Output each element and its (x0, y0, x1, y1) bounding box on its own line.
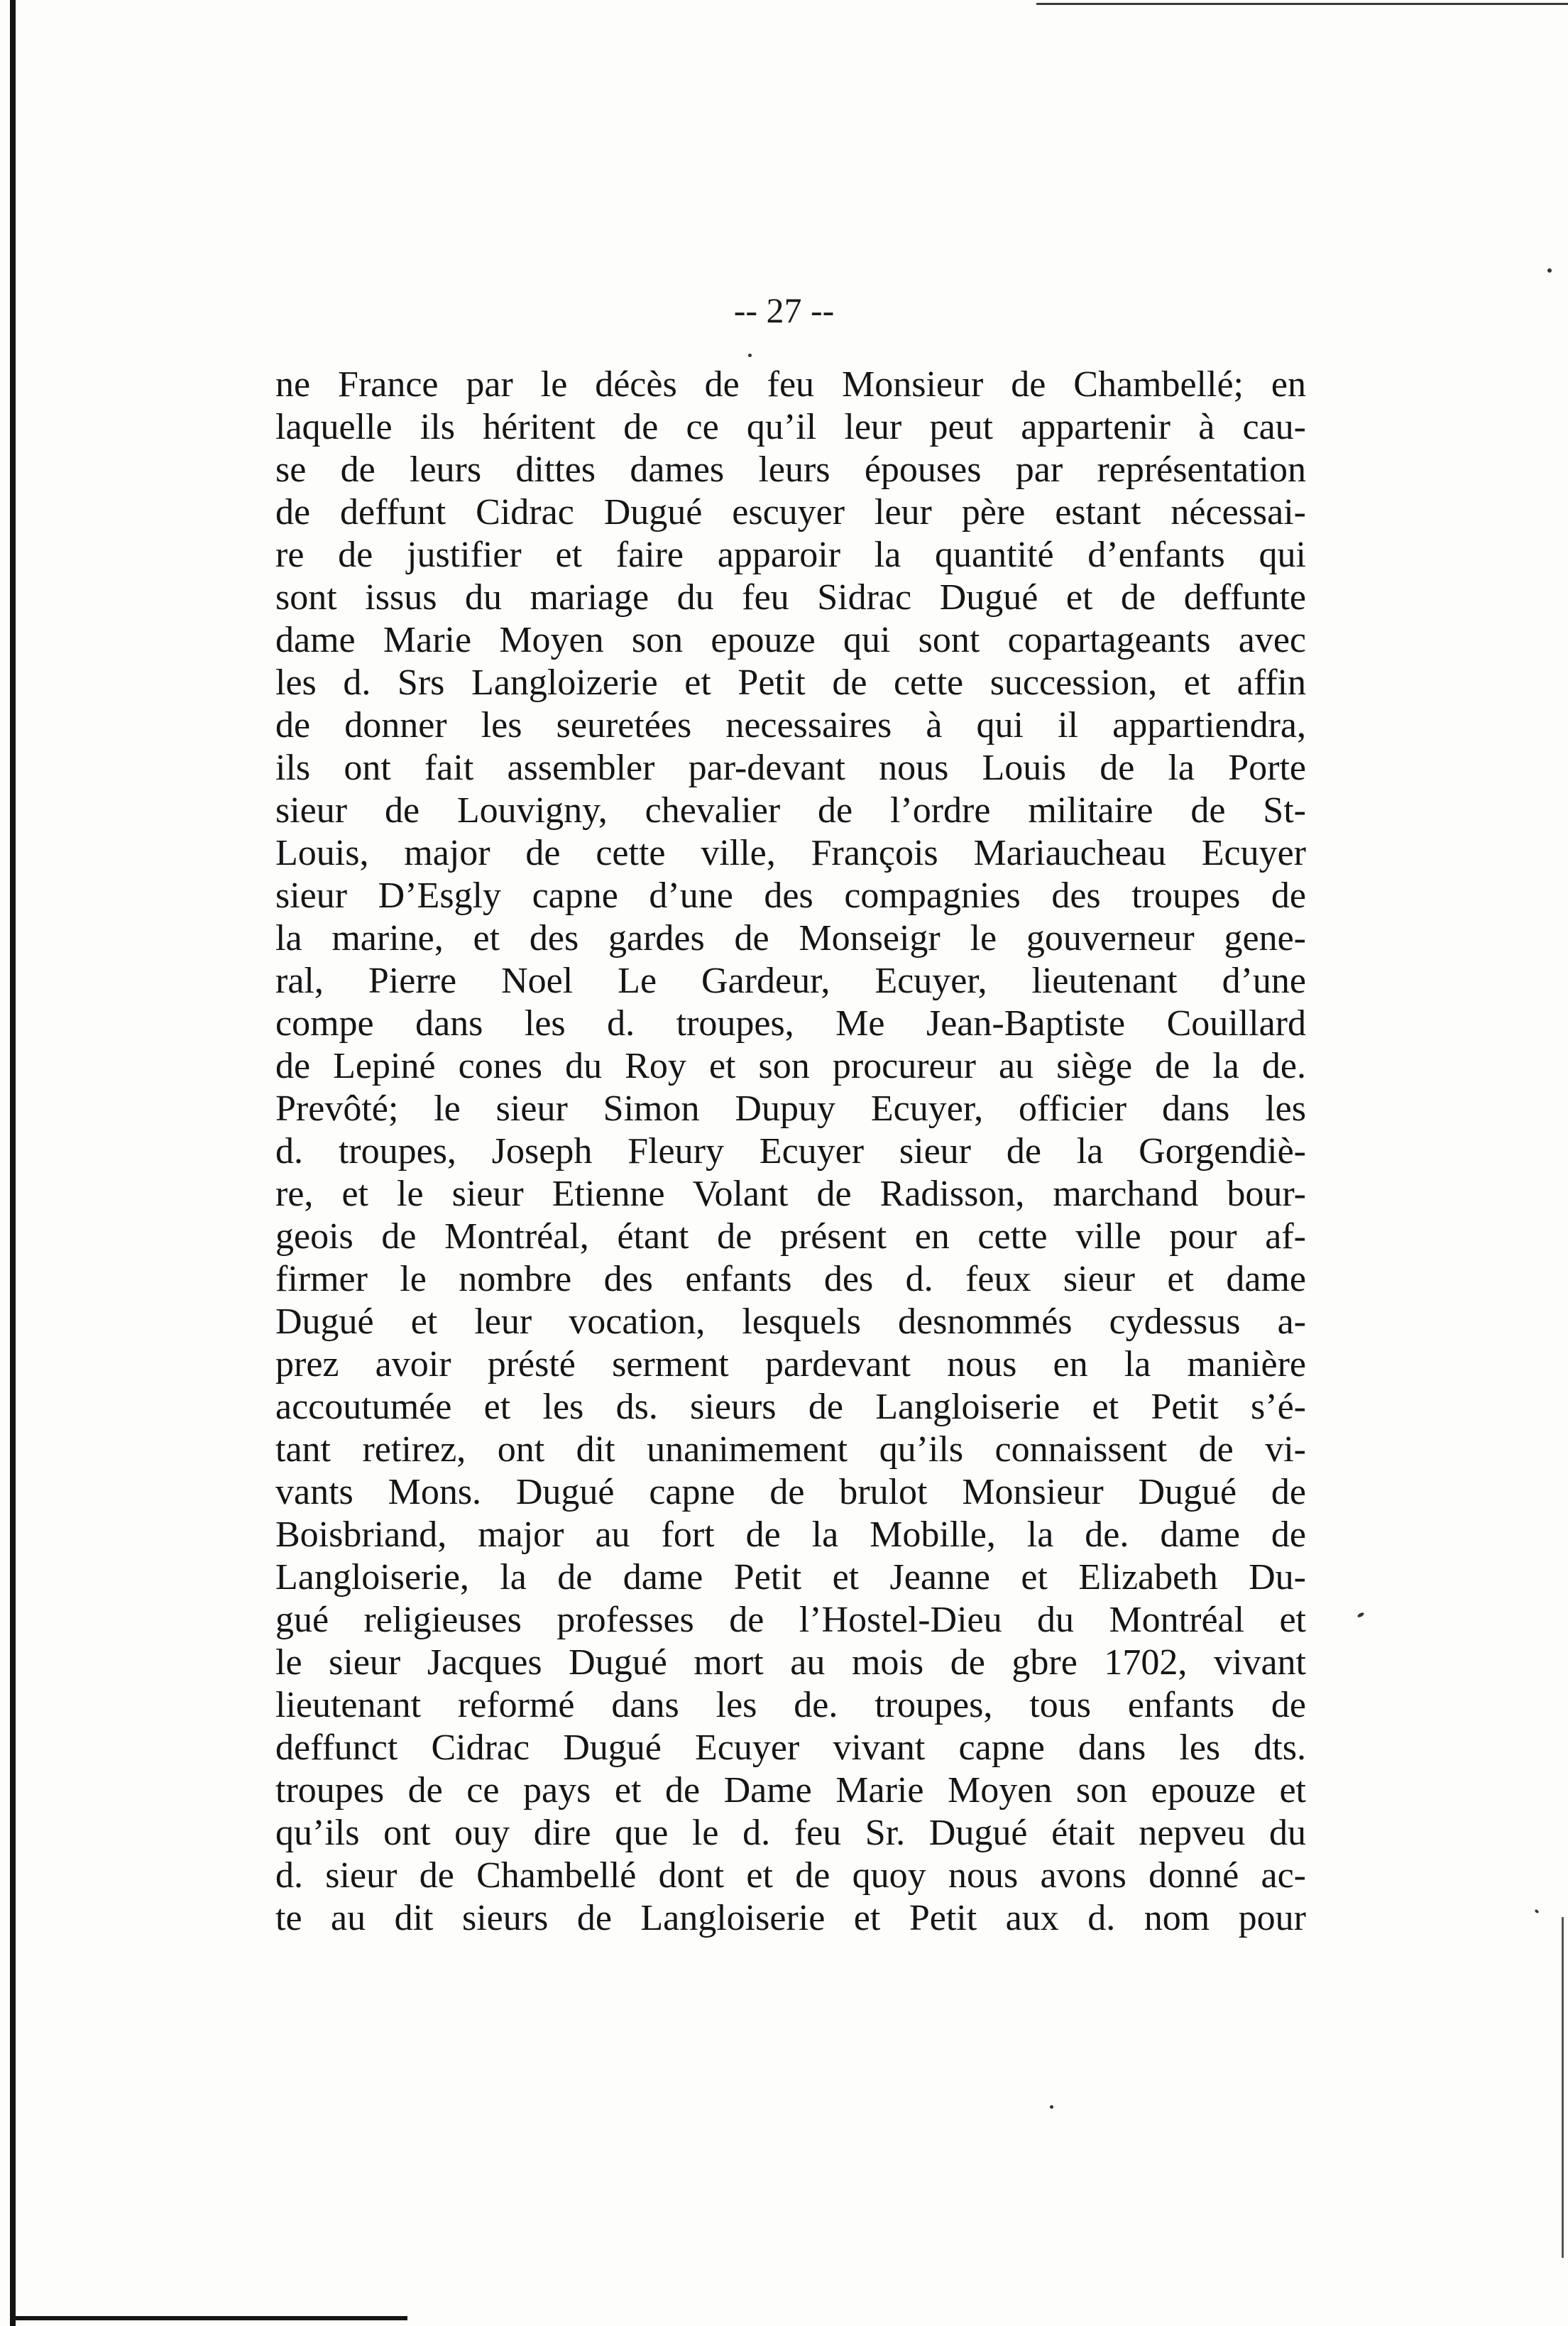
text-line: compe dans les d. troupes, Me Jean-Baptiste Couillard (275, 1003, 1306, 1044)
scan-border-top (1036, 3, 1568, 5)
text-line: les d. Srs Langloizerie et Petit de cette succession, et affin (275, 662, 1306, 703)
text-line: de Lepiné cones du Roy et son procureur au siège de la de. (275, 1046, 1306, 1086)
text-line: sieur D’Esgly capne d’une des compagnies des troupes de (275, 875, 1306, 916)
text-line: d. sieur de Chambellé dont et de quoy nous avons donné ac- (275, 1855, 1306, 1896)
text-line: vants Mons. Dugué capne de brulot Monsieur Dugué de (275, 1472, 1306, 1512)
page-body-text (275, 364, 1306, 1940)
text-line: ne France par le décès de feu Monsieur de Chambellé; en (275, 364, 1306, 405)
text-line: la marine, et des gardes de Monseigr le gouverneur gene- (275, 918, 1306, 959)
text-line: sieur de Louvigny, chevalier de l’ordre militaire de St- (275, 790, 1306, 831)
text-line: firmer le nombre des enfants des d. feux sieur et dame (275, 1259, 1306, 1299)
text-line: troupes de ce pays et de Dame Marie Moyen son epouze et (275, 1770, 1306, 1811)
text-line: te au dit sieurs de Langloiserie et Petit aux d. nom pour (275, 1898, 1306, 1938)
text-line: dame Marie Moyen son epouze qui sont copartageants avec (275, 620, 1306, 660)
scan-speck (1547, 268, 1552, 273)
text-line: Boisbriand, major au fort de la Mobille, la de. dame de (275, 1514, 1306, 1555)
text-line: se de leurs dittes dames leurs épouses par représentation (275, 449, 1306, 490)
text-line: gué religieuses professes de l’Hostel-Dieu du Montréal et (275, 1600, 1306, 1640)
scan-speck (1356, 1612, 1364, 1618)
text-line: laquelle ils héritent de ce qu’il leur peut appartenir à cau- (275, 407, 1306, 447)
text-line: Louis, major de cette ville, François Mariaucheau Ecuyer (275, 833, 1306, 873)
scan-speck (748, 354, 752, 357)
text-line: Langloiserie, la de dame Petit et Jeanne et Elizabeth Du- (275, 1557, 1306, 1598)
text-line: le sieur Jacques Dugué mort au mois de gbre 1702, vivant (275, 1642, 1306, 1683)
text-line: deffunct Cidrac Dugué Ecuyer vivant capne dans les dts. (275, 1727, 1306, 1768)
scan-border-left (10, 0, 16, 2326)
text-line: accoutumée et les ds. sieurs de Langloiserie et Petit s’é- (275, 1387, 1306, 1427)
scan-border-bottom (10, 2316, 407, 2320)
scan-border-right (1562, 1917, 1564, 2258)
scan-speck (1534, 1909, 1539, 1914)
page-number: -- 27 -- (733, 290, 835, 330)
text-line: qu’ils ont ouy dire que le d. feu Sr. Dugué était nepveu du (275, 1813, 1306, 1853)
text-line: Prevôté; le sieur Simon Dupuy Ecuyer, officier dans les (275, 1088, 1306, 1129)
scan-speck (1050, 2105, 1053, 2109)
text-line: sont issus du mariage du feu Sidrac Dugué et de deffunte (275, 577, 1306, 618)
text-line: lieutenant reformé dans les de. troupes, tous enfants de (275, 1685, 1306, 1725)
text-line: de deffunt Cidrac Dugué escuyer leur père estant nécessai- (275, 492, 1306, 533)
text-line: de donner les seuretées necessaires à qui il appartiendra, (275, 705, 1306, 746)
text-line: geois de Montréal, étant de présent en cette ville pour af- (275, 1216, 1306, 1257)
text-line: re de justifier et faire apparoir la quantité d’enfants qui (275, 535, 1306, 575)
text-line: ral, Pierre Noel Le Gardeur, Ecuyer, lieutenant d’une (275, 961, 1306, 1001)
text-line: ils ont fait assembler par-devant nous Louis de la Porte (275, 748, 1306, 788)
text-line: Dugué et leur vocation, lesquels desnommés cydessus a- (275, 1301, 1306, 1342)
text-line: prez avoir présté serment pardevant nous en la manière (275, 1344, 1306, 1385)
text-line: re, et le sieur Etienne Volant de Radisson, marchand bour- (275, 1174, 1306, 1214)
text-line: d. troupes, Joseph Fleury Ecuyer sieur de la Gorgendiè- (275, 1131, 1306, 1172)
text-line: tant retirez, ont dit unanimement qu’ils connaissent de vi- (275, 1429, 1306, 1470)
